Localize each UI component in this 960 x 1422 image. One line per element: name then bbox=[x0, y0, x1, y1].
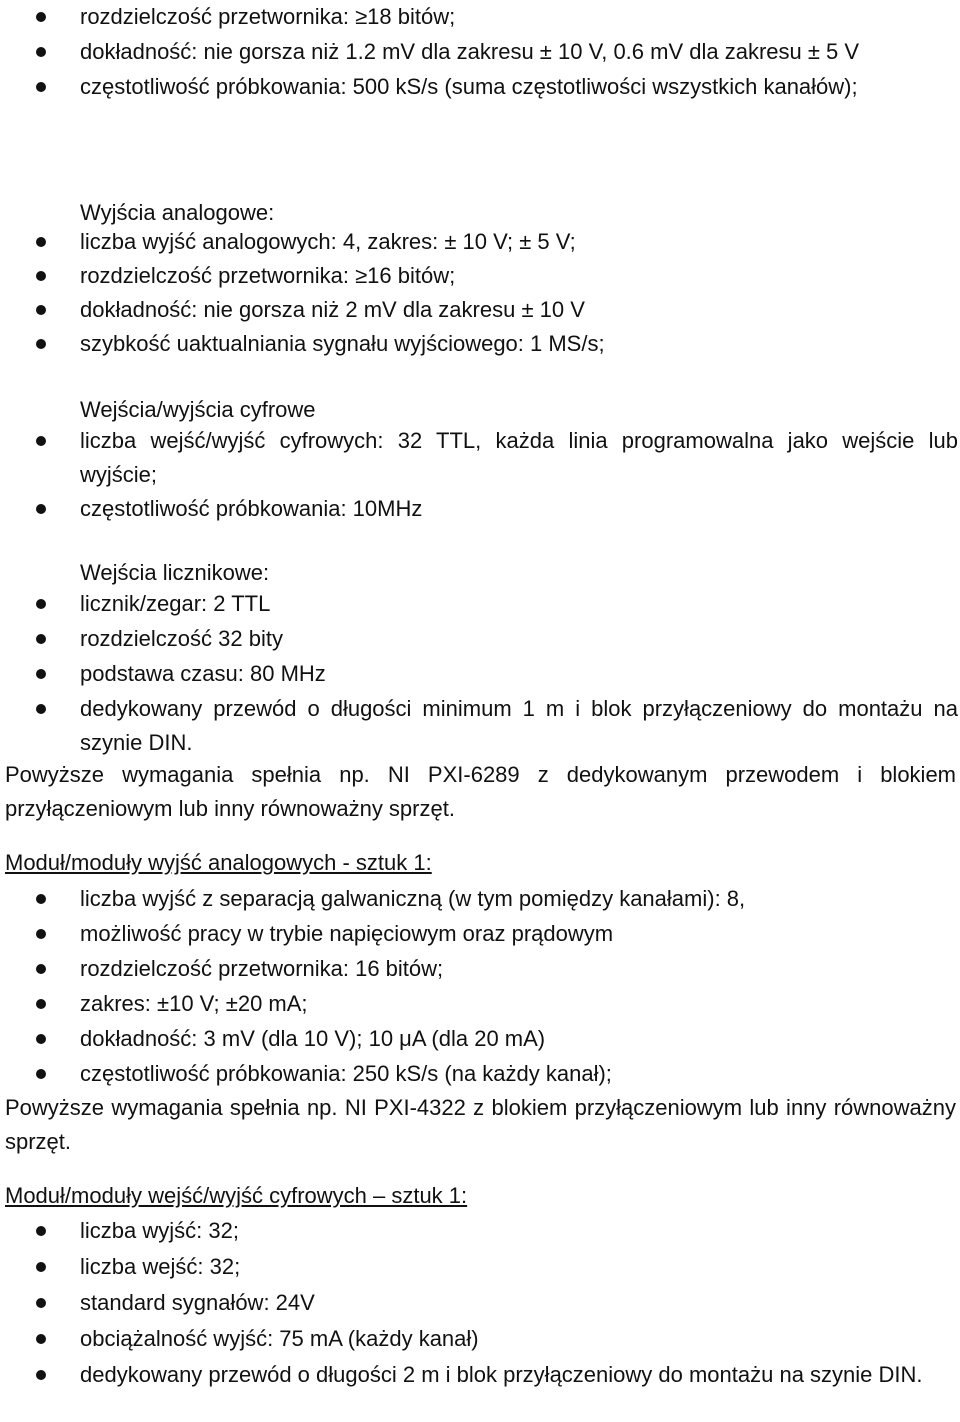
list-item: liczba wyjść: 32; bbox=[0, 1214, 960, 1248]
subheading-counter-inputs: Wejścia licznikowe: bbox=[80, 560, 270, 585]
list-item: dokładność: nie gorsza niż 1.2 mV dla zakresu ± 10 V, 0.6 mV dla zakresu ± 5 V bbox=[0, 35, 960, 69]
list-item: rozdzielczość przetwornika: ≥16 bitów; bbox=[0, 259, 960, 293]
bullet-list-digital-io bbox=[0, 424, 960, 526]
list-item: liczba wyjść z separacją galwaniczną (w tym pomiędzy kanałami): 8, bbox=[0, 882, 960, 916]
list-item: obciążalność wyjść: 75 mA (każdy kanał) bbox=[0, 1322, 960, 1356]
list-item: częstotliwość próbkowania: 10MHz bbox=[0, 492, 960, 526]
list-item: podstawa czasu: 80 MHz bbox=[0, 657, 960, 691]
subheading-digital-io: Wejścia/wyjścia cyfrowe bbox=[80, 397, 316, 422]
list-item: szybkość uaktualniania sygnału wyjściowego: 1 MS/s; bbox=[0, 327, 960, 361]
list-item: zakres: ±10 V; ±20 mA; bbox=[0, 987, 960, 1021]
bullet-list-analog-outputs bbox=[0, 225, 960, 361]
list-item: możliwość pracy w trybie napięciowym oraz prądowym bbox=[0, 917, 960, 951]
bullet-list-counter-inputs bbox=[0, 587, 960, 760]
list-item: dedykowany przewód o długości 2 m i blok przyłączeniowy do montażu na szynie DIN. bbox=[0, 1358, 960, 1392]
list-item: rozdzielczość przetwornika: 16 bitów; bbox=[0, 952, 960, 986]
bullet-list-digital-io-module bbox=[0, 1214, 960, 1392]
list-item: liczba wejść: 32; bbox=[0, 1250, 960, 1284]
list-item: dokładność: nie gorsza niż 2 mV dla zakresu ± 10 V bbox=[0, 293, 960, 327]
list-item: liczba wyjść analogowych: 4, zakres: ± 10 V; ± 5 V; bbox=[0, 225, 960, 259]
list-item: częstotliwość próbkowania: 250 kS/s (na każdy kanał); bbox=[0, 1057, 960, 1091]
list-item: liczba wejść/wyjść cyfrowych: 32 TTL, każda linia programowalna jako wejście lub wyjście; bbox=[0, 424, 960, 492]
section-heading-digital-io-module: Moduł/moduły wejść/wyjść cyfrowych – sztuk 1: bbox=[5, 1183, 468, 1208]
note-equivalent-pxi-4322: Powyższe wymagania spełnia np. NI PXI-4322 z blokiem przyłączeniowym lub inny równoważny sprzęt. bbox=[5, 1095, 956, 1154]
list-item: rozdzielczość 32 bity bbox=[0, 622, 960, 656]
list-item: standard sygnałów: 24V bbox=[0, 1286, 960, 1320]
subheading-analog-outputs: Wyjścia analogowe: bbox=[80, 200, 275, 225]
note-equivalent-pxi-6289: Powyższe wymagania spełnia np. NI PXI-6289 z dedykowanym przewodem i blokiem przyłączeniowym lub inny równoważny sprzęt. bbox=[5, 762, 956, 821]
list-item: rozdzielczość przetwornika: ≥18 bitów; bbox=[0, 0, 960, 34]
section-heading-analog-output-module: Moduł/moduły wyjść analogowych - sztuk 1: bbox=[5, 850, 432, 875]
list-item: licznik/zegar: 2 TTL bbox=[0, 587, 960, 621]
list-item: dedykowany przewód o długości minimum 1 m i blok przyłączeniowy do montażu na szynie DIN. bbox=[0, 692, 960, 760]
bullet-list-analog-output-module bbox=[0, 882, 960, 1091]
list-item: częstotliwość próbkowania: 500 kS/s (suma częstotliwości wszystkich kanałów); bbox=[0, 70, 960, 104]
bullet-list-ai-params bbox=[0, 0, 960, 104]
list-item: dokładność: 3 mV (dla 10 V); 10 μA (dla 20 mA) bbox=[0, 1022, 960, 1056]
